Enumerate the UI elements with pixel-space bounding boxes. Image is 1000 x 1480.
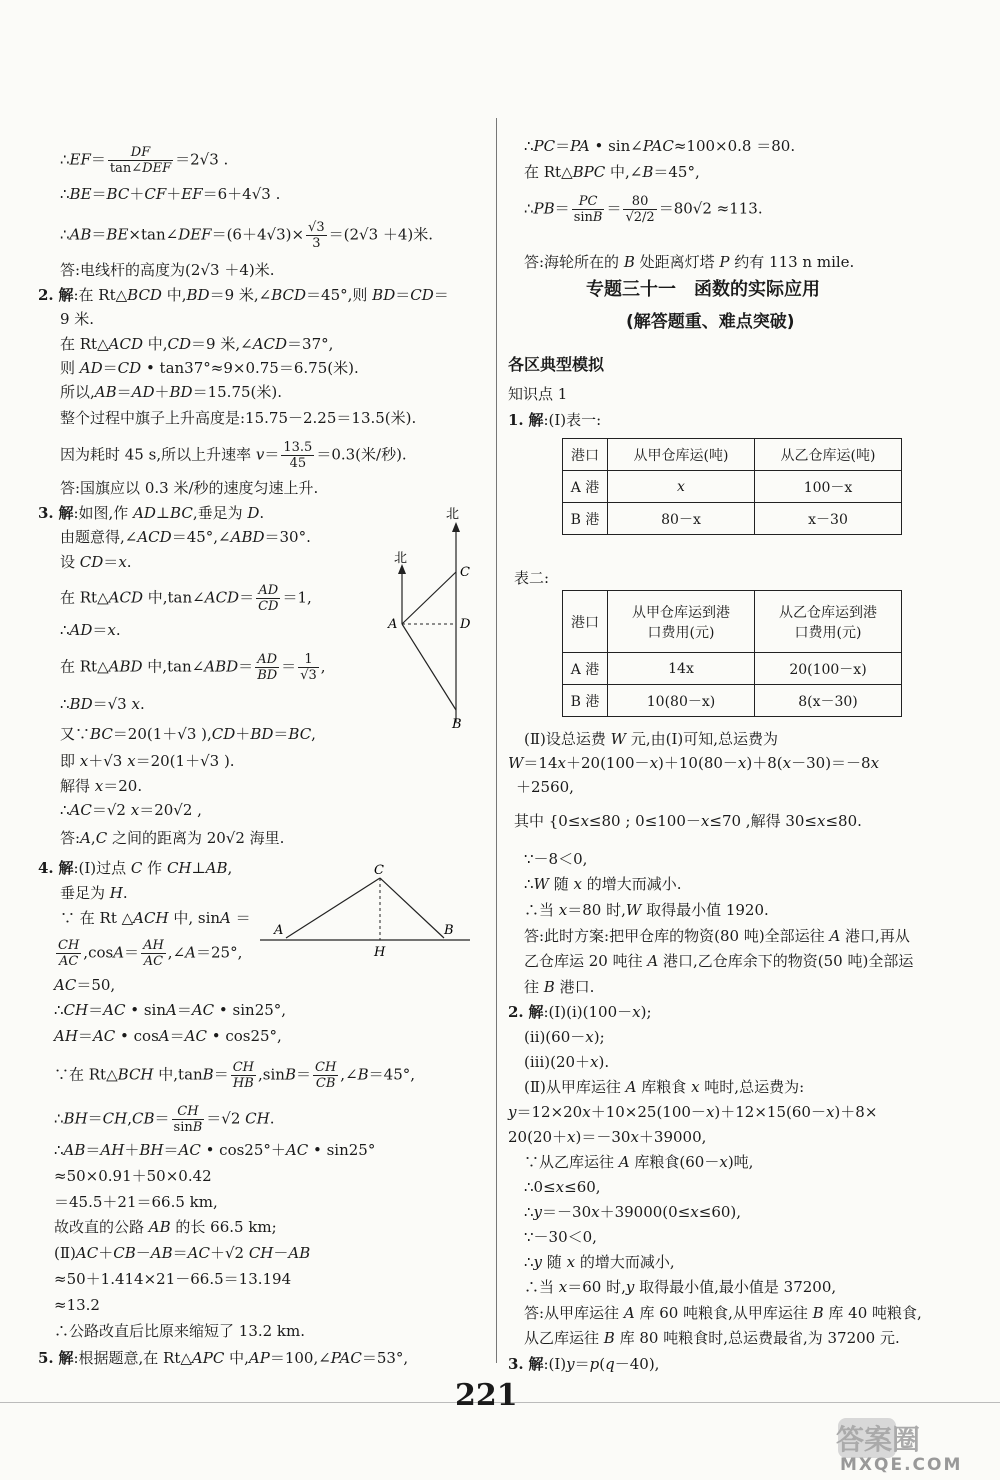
left-text-line: 故改直的公路 AB 的长 66.5 km; [54,1218,277,1236]
right-text-line: W＝14x＋20(100－x)＋10(80－x)＋8(x－30)＝－8x [508,754,880,772]
left-text-line: 在 Rt△ACD 中,tan∠ACD＝ $\frac{AD}{CD}$ ＝1, [60,583,312,614]
watermark-url: MXQE.COM [840,1455,963,1475]
left-text-line: 答:国旗应以 0.3 米/秒的速度匀速上升. [60,479,319,497]
fig3-label: C [460,565,470,580]
right-text-line: ∴y＝－30x＋39000(0≤x≤60), [524,1203,742,1221]
table1-cell: A 港 [563,471,608,503]
figure-problem-3 [380,500,480,740]
table1-header: 从乙仓库运(吨) [755,439,902,471]
left-text-line: AH＝AC • cosA＝AC • cos25°, [54,1027,282,1045]
fig4-label: A [274,923,284,938]
left-text-line: ∴BD＝√3 x. [60,695,145,713]
left-text-line: ∴公路改直后比原来缩短了 13.2 km. [54,1322,306,1340]
table1-cell: B 港 [563,503,608,535]
left-text-line: 9 米. [60,310,95,328]
left-text-line: 整个过程中旗子上升高度是:15.75－2.25＝13.5(米). [60,409,417,427]
fig4-label: B [444,923,454,938]
table2-header: 港口 [563,591,608,653]
left-text-line: 所以,AB＝AD＋BD＝15.75(米). [60,383,283,401]
left-text-line: ∴AD＝x. [60,621,121,639]
left-text-line: 由题意得,∠ACD＝45°,∠ABD＝30°. [60,528,311,546]
right-text-line: (ⅱ)(60－x); [524,1028,605,1046]
fig3-label: 北 [394,551,408,566]
left-text-line: 设 CD＝x. [60,553,132,571]
left-text-line: 2. 解:在 Rt△BCD 中,BD＝9 米,∠BCD＝45°,则 BD＝CD＝ [38,286,449,304]
left-text-line: ∴EF＝ $\frac{DF}{\text{tan∠DEF}}$ ＝2√3 . [60,145,229,176]
left-text-line: AC＝50, [54,976,116,994]
right-text-line: 2. 解:(Ⅰ)(ⅰ)(100－x); [508,1003,652,1021]
right-text-line: 往 B 港口. [524,978,595,996]
right-text-line: 表二: [514,569,550,587]
left-text-line: ＝45.5＋21＝66.5 km, [54,1193,218,1211]
right-text-line: ∴PC＝PA • sin∠PAC≈100×0.8 ＝80. [524,137,796,155]
fig4-line-cb [380,878,444,938]
figure-problem-4 [258,860,478,960]
right-text-line: y＝12×20x＋10×25(100－x)＋12×15(60－x)＋8× [508,1103,878,1121]
table1-cell: 80－x [608,503,755,535]
right-text-line: 1. 解:(Ⅰ)表一: [508,411,602,429]
table2-cell: 8(x－30) [755,685,902,717]
table1-cell: x [608,471,755,503]
right-text-line: ∴y 随 x 的增大而减小, [524,1253,675,1271]
left-text-line: ≈50×0.91＋50×0.42 [54,1167,212,1185]
right-text-line: ∵－8＜0, [524,850,588,868]
fig3-arrow-north-right [452,522,460,532]
table2-header: 从乙仓库运到港口费用(元) [755,591,902,653]
left-text-line: ≈13.2 [54,1296,100,1314]
left-text-line: ≈50＋1.414×21－66.5＝13.194 [54,1270,292,1288]
right-text-line: (Ⅱ)从甲库运往 A 库粮食 x 吨时,总运费为: [524,1078,805,1096]
table1-cell: 100－x [755,471,902,503]
left-text-line: 3. 解:如图,作 AD⊥BC,垂足为 D. [38,504,265,522]
right-text-line: 答:此时方案:把甲仓库的物资(80 吨)全部运往 A 港口,再从 [524,927,910,945]
fig3-label: 北 [446,507,460,522]
watermark-logo: 答案圈 [836,1423,921,1456]
fig3-label: D [460,617,471,632]
fig3-label: B [452,717,462,732]
right-text-line: 乙仓库运 20 吨往 A 港口,乙仓库余下的物资(50 吨)全部运 [524,952,914,970]
left-text-line: 又∵BC＝20(1＋√3 ),CD＋BD＝BC, [60,725,316,743]
right-text-line: 各区典型模拟 [508,355,605,374]
left-text-line: 在 Rt△ACD 中,CD＝9 米,∠ACD＝37°, [60,335,334,353]
right-text-line: 知识点 1 [508,385,568,403]
fig4-line-ac [286,878,380,938]
left-text-line: ∴CH＝AC • sinA＝AC • sin25°, [54,1001,287,1019]
fig3-label: A [388,617,398,632]
right-text-line: 3. 解:(Ⅰ)y＝p(q－40), [508,1355,660,1373]
left-text-line: ∴AB＝AH＋BH＝AC • cos25°＋AC • sin25° [54,1141,376,1159]
right-text-line: (ⅲ)(20＋x). [524,1053,610,1071]
left-text-line: 则 AD＝CD • tan37°≈9×0.75＝6.75(米). [60,359,359,377]
right-text-line: 在 Rt△BPC 中,∠B＝45°, [524,163,700,181]
table2-cell: B 港 [563,685,608,717]
left-text-line: ∴AB＝BE×tan∠DEF＝(6＋4√3)× $\frac{√3}{3}$ ＝(2√3 ＋4)米. [60,220,434,251]
table1-header: 从甲仓库运(吨) [608,439,755,471]
fig4-label: C [374,863,384,878]
right-text-line: ∴当 x＝60 时,y 取得最小值,最小值是 37200, [524,1278,837,1296]
left-text-line: 即 x＋√3 x＝20(1＋√3 ). [60,752,235,770]
fig4-label: H [374,945,386,960]
left-text-line: 4. 解:(Ⅰ)过点 C 作 CH⊥AB, [38,859,233,877]
right-text-line: ∴W 随 x 的增大而减小. [524,875,682,893]
left-text-line: (Ⅱ)AC＋CB－AB＝AC＋√2 CH－AB [54,1244,311,1262]
right-text-line: 其中 {0≤x≤80 ; 0≤100－x≤70 ,解得 30≤x≤80. [514,812,862,830]
left-text-line: ∴AC＝√2 x＝20√2 , [60,801,202,819]
right-text-line: 20(20＋x)＝－30x＋39000, [508,1128,707,1146]
left-text-line: 5. 解:根据题意,在 Rt△APC 中,AP＝100,∠PAC＝53°, [38,1349,409,1367]
right-text-line: ∴PB＝ $\frac{PC}{\sin B}$ ＝ $\frac{80}{√2/2}$ ＝80√2 ≈113. [524,194,763,225]
right-text-line: 从乙库运往 B 库 80 吨粮食时,总运费最省,为 37200 元. [524,1329,900,1347]
section-subtitle: (解答题重、难点突破) [626,312,795,332]
left-text-line: 在 Rt△ABD 中,tan∠ABD＝ $\frac{AD}{BD}$ ＝ $\frac{1}{√3}$ , [60,652,326,683]
table-one [562,438,902,535]
left-text-line: 解得 x＝20. [60,777,143,795]
fig3-line-ab [402,624,456,710]
left-text-line: ∴BH＝CH,CB＝ $\frac{CH}{\sin B}$ ＝√2 CH. [54,1104,275,1135]
table2-cell: A 港 [563,653,608,685]
table2-cell: 10(80－x) [608,685,755,717]
right-text-line: ∵－30＜0, [524,1228,597,1246]
right-text-line: ∵从乙库运往 A 库粮食(60－x)吨, [524,1153,754,1171]
right-text-line: 答:从甲库运往 A 库 60 吨粮食,从甲库运往 B 库 40 吨粮食, [524,1304,922,1322]
left-text-line: ∵ 在 Rt △ACH 中, sinA ＝ [60,909,251,927]
column-divider [496,118,497,1363]
section-title: 专题三十一 函数的实际应用 [586,279,820,300]
table1-cell: x－30 [755,503,902,535]
left-text-line: ∵在 Rt△BCH 中,tanB＝ $\frac{CH}{HB}$ ,sinB＝ $\frac{CH}{CB}$ ,∠B＝45°, [54,1060,416,1091]
table1-header: 港口 [563,439,608,471]
right-text-line: 答:海轮所在的 B 处距离灯塔 P 约有 113 n mile. [524,253,855,271]
table2-cell: 14x [608,653,755,685]
right-text-line: (Ⅱ)设总运费 W 元,由(Ⅰ)可知,总运费为 [524,730,779,748]
left-text-line: 答:电线杆的高度为(2√3 ＋4)米. [60,261,275,279]
right-text-line: ∴0≤x≤60, [524,1178,601,1196]
page-number: 221 [455,1378,518,1413]
left-text-line: 答:A,C 之间的距离为 20√2 海里. [60,829,285,847]
table-two [562,590,902,717]
left-text-line: 垂足为 H. [60,884,128,902]
fig3-line-ac [402,572,456,624]
table2-cell: 20(100－x) [755,653,902,685]
right-text-line: ＋2560, [516,778,574,796]
table2-header: 从甲仓库运到港口费用(元) [608,591,755,653]
left-text-line: ∴BE＝BC＋CF＋EF＝6＋4√3 . [60,185,281,203]
left-text-line: $\frac{CH}{AC}$ ,cosA＝ $\frac{AH}{AC}$ ,∠A＝25°, [58,938,243,969]
left-text-line: 因为耗时 45 s,所以上升速率 v＝ $\frac{13.5}{45}$ ＝0.3(米/秒). [60,440,407,471]
right-text-line: ∴当 x＝80 时,W 取得最小值 1920. [524,901,769,919]
